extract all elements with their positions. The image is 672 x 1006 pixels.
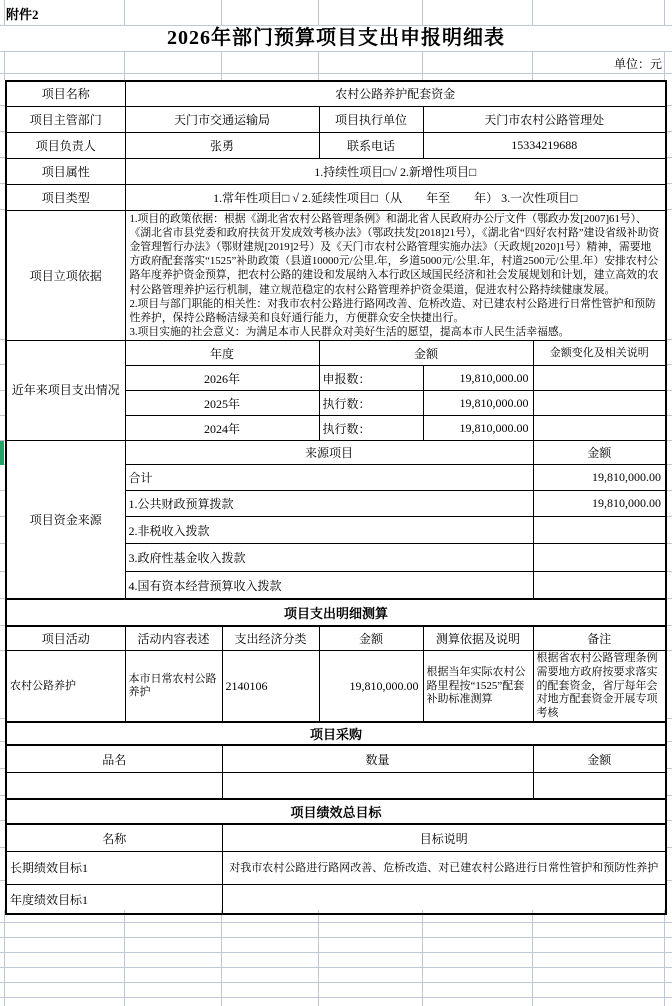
recent-row-year[interactable]: 2025年 <box>125 391 319 416</box>
gridline <box>422 51 423 80</box>
basis-value[interactable] <box>125 210 666 341</box>
recent-row-year[interactable]: 2026年 <box>125 366 319 391</box>
detail-row-note[interactable]: 根据省农村公路管理条例需要地方政府按要求落实的配套资金，省厅每年会对地方配套资金开展专项考核 <box>533 651 666 722</box>
detail-row-class[interactable]: 2140106 <box>222 651 319 722</box>
performance-section-title: 项目绩效总目标 <box>6 799 666 824</box>
attribute-value[interactable]: 1.持续性项目□√ 2.新增性项目□ <box>125 158 666 184</box>
phone-label: 联系电话 <box>319 132 423 158</box>
basis-paragraph-2: 2.项目与部门职能的相关性：对我市农村公路进行路网改善、危桥改造、对已建农村公路进行日常性管护和预防性养护，保持公路畅洁绿美和良好通行能力，方便群众安全快捷出行。 <box>129 297 656 324</box>
detail-note-header: 备注 <box>533 626 666 651</box>
recent-row-kind[interactable]: 执行数： <box>319 391 423 416</box>
procurement-name-header: 品名 <box>6 745 222 772</box>
funding-row-amount[interactable]: 19,810,000.00 <box>533 465 666 491</box>
executor-label: 项目执行单位 <box>319 106 423 132</box>
recent-year-header: 年度 <box>125 341 319 366</box>
gridline <box>318 51 319 80</box>
gridline <box>532 910 533 1006</box>
row-selection-indicator <box>0 441 4 465</box>
funding-row-name[interactable]: 2.非税收入拨款 <box>125 517 533 544</box>
detail-description-header: 活动内容表述 <box>125 626 222 651</box>
funding-row-amount[interactable] <box>533 572 666 599</box>
attachment-label: 附件2 <box>6 7 39 22</box>
gridline <box>0 922 672 923</box>
funding-row-amount[interactable]: 19,810,000.00 <box>533 491 666 517</box>
leader-value[interactable]: 张勇 <box>125 132 319 158</box>
executor-value[interactable]: 天门市农村公路管理处 <box>423 106 666 132</box>
basis-paragraph-3: 3.项目实施的社会意义：为满足本市人民群众对美好生活的愿望，提高本市人民生活幸福感。 <box>129 326 570 339</box>
gridline <box>221 910 222 1006</box>
funding-row-amount[interactable] <box>533 517 666 544</box>
basis-label: 项目立项依据 <box>6 210 125 341</box>
recent-row-year[interactable]: 2024年 <box>125 416 319 441</box>
attribute-label: 项目属性 <box>6 158 125 184</box>
leader-label: 项目负责人 <box>6 132 125 158</box>
gridline <box>0 952 672 953</box>
gridline <box>664 0 665 25</box>
budget-declaration-table <box>5 80 667 915</box>
funding-row-name[interactable]: 合计 <box>125 465 533 491</box>
funding-source-header: 来源项目 <box>125 441 533 465</box>
funding-amount-header: 金额 <box>533 441 666 465</box>
gridline <box>0 997 672 998</box>
detail-basis-header: 测算依据及说明 <box>423 626 533 651</box>
performance-row-description[interactable] <box>222 884 666 914</box>
procurement-row-amount[interactable] <box>533 772 666 799</box>
recent-row-change[interactable] <box>533 366 666 391</box>
project-name-label: 项目名称 <box>6 81 125 106</box>
recent-row-change[interactable] <box>533 391 666 416</box>
detail-amount-header: 金额 <box>319 626 423 651</box>
gridline <box>124 0 125 25</box>
detail-row-amount[interactable]: 19,810,000.00 <box>319 651 423 722</box>
procurement-quantity-header: 数量 <box>222 745 533 772</box>
gridline <box>221 0 222 25</box>
recent-expenditure-section-label: 近年来项目支出情况 <box>6 341 125 441</box>
gridline <box>532 51 533 80</box>
supervisor-value[interactable]: 天门市交通运输局 <box>125 106 319 132</box>
recent-row-kind[interactable]: 申报数： <box>319 366 423 391</box>
detail-row-basis[interactable]: 根据当年实际农村公路里程按“1525”配套补助标准测算 <box>423 651 533 722</box>
funding-row-name[interactable]: 4.国有资本经营预算收入拨款 <box>125 572 533 599</box>
recent-row-amount[interactable]: 19,810,000.00 <box>423 391 533 416</box>
detail-row-description[interactable]: 本市日常农村公路养护 <box>125 651 222 722</box>
funding-row-name[interactable]: 3.政府性基金收入拨款 <box>125 544 533 572</box>
recent-row-amount[interactable]: 19,810,000.00 <box>423 416 533 441</box>
gridline <box>422 0 423 25</box>
expenditure-detail-section-title: 项目支出明细测算 <box>6 599 666 626</box>
gridline <box>4 910 5 1006</box>
procurement-row-name[interactable] <box>6 772 222 799</box>
phone-value[interactable]: 15334219688 <box>423 132 666 158</box>
recent-row-change[interactable] <box>533 416 666 441</box>
gridline <box>422 910 423 1006</box>
performance-row-name[interactable]: 年度绩效目标1 <box>6 884 222 914</box>
gridline <box>124 51 125 80</box>
type-value[interactable]: 1.常年性项目□ √ 2.延续性项目□（从 年至 年） 3.一次性项目□ <box>125 184 666 210</box>
funding-row-amount[interactable] <box>533 544 666 572</box>
gridline <box>124 910 125 1006</box>
gridline <box>664 910 665 1006</box>
gridline <box>4 51 5 80</box>
unit-label: 单位：元 <box>613 57 662 71</box>
recent-row-kind[interactable]: 执行数： <box>319 416 423 441</box>
gridline <box>318 910 319 1006</box>
gridline <box>0 937 672 938</box>
performance-row-description[interactable]: 对我市农村公路进行路网改善、危桥改造、对已建农村公路进行日常性管护和预防性养护 <box>222 851 666 884</box>
gridline <box>0 982 672 983</box>
gridline <box>0 967 672 968</box>
gridline <box>0 73 672 74</box>
funding-row-name[interactable]: 1.公共财政预算拨款 <box>125 491 533 517</box>
procurement-section-title: 项目采购 <box>6 722 666 745</box>
detail-activity-header: 项目活动 <box>6 626 125 651</box>
recent-amount-header: 金额 <box>319 341 533 366</box>
type-label: 项目类型 <box>6 184 125 210</box>
gridline <box>664 51 665 80</box>
procurement-amount-header: 金额 <box>533 745 666 772</box>
recent-row-amount[interactable]: 19,810,000.00 <box>423 366 533 391</box>
procurement-row-quantity[interactable] <box>222 772 533 799</box>
basis-paragraph-1: 1.项目的政策依据：根据《湖北省农村公路管理条例》和湖北省人民政府办公厅文件（鄂政办发[2007]61号）、《湖北省市县党委和政府扶贫开发成效考核办法》（鄂政扶发[2018]21号），《湖北省“四好农村路”建设省级补助资金管理暂行办法》（鄂财建规[2019]2号）及《天门市农村公路管理实施办法》（天政规[2020]1号）精神，需要地方政府配套落实“1525”补助政策（县道10000元/公里.年，乡道5000元/公里.年，村道2500元/公里.年）安排农村公路年度养护资金预算，把农村公路的建设和发展纳入本行政区域国民经济和社会发展规划和计划，建立高效的农村公路管理养护运行机制，建立规范稳定的农村公路管理养护资金渠道，促进农村公路持续健康发展。 <box>129 212 660 296</box>
detail-row-activity[interactable]: 农村公路养护 <box>6 651 125 722</box>
detail-class-header: 支出经济分类 <box>222 626 319 651</box>
supervisor-label: 项目主管部门 <box>6 106 125 132</box>
recent-change-header: 金额变化及相关说明 <box>533 341 666 366</box>
performance-description-header: 目标说明 <box>222 824 666 851</box>
funding-section-label: 项目资金来源 <box>6 441 125 599</box>
gridline <box>318 0 319 25</box>
performance-name-header: 名称 <box>6 824 222 851</box>
gridline <box>4 0 5 25</box>
performance-row-name[interactable]: 长期绩效目标1 <box>6 851 222 884</box>
page-title: 2026年部门预算项目支出申报明细表 <box>167 27 505 49</box>
project-name-value[interactable]: 农村公路养护配套资金 <box>125 81 666 106</box>
gridline <box>221 51 222 80</box>
gridline <box>532 0 533 25</box>
